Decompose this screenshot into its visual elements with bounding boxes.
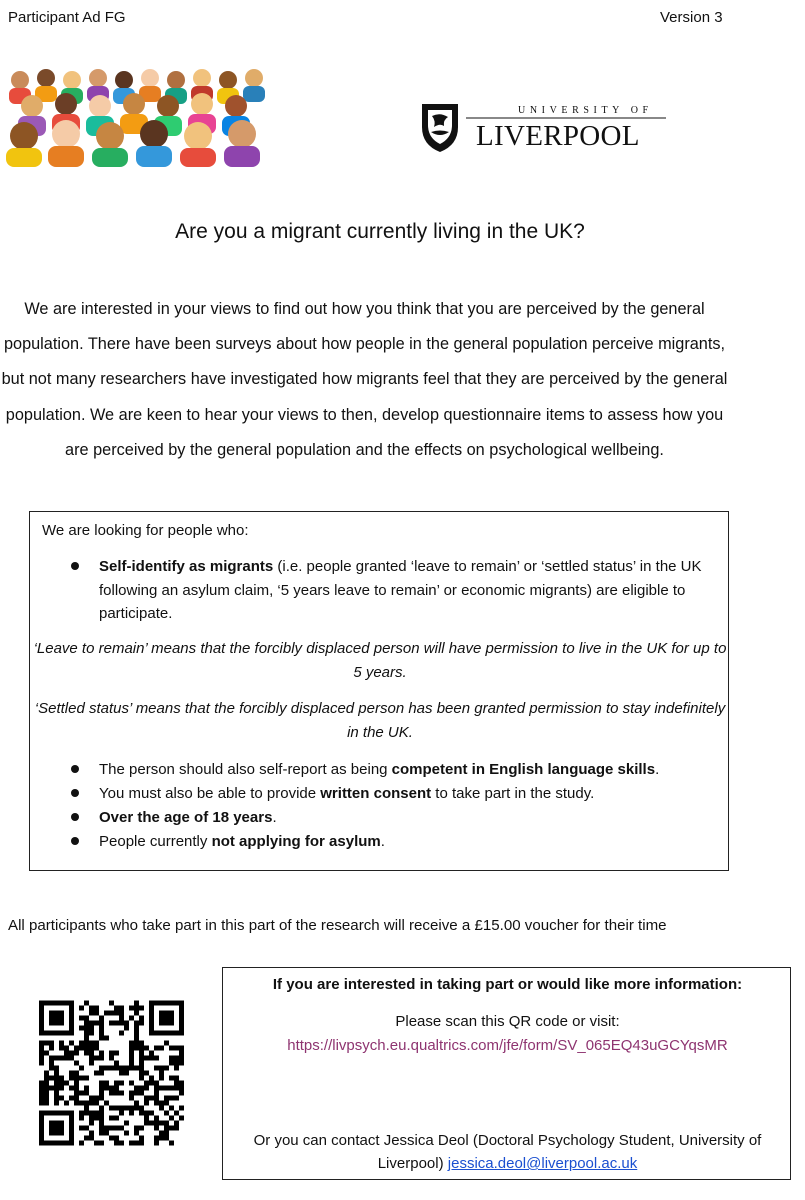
bullet-icon: [71, 813, 79, 821]
scan-instructions: [223, 1010, 792, 1058]
survey-link[interactable]: https://livpsych.eu.qualtrics.com/jfe/form/SV_065EQ43uGCYqsMR: [287, 1037, 728, 1054]
bullet-icon: [71, 789, 79, 797]
note-leave-to-remain: ‘Leave to remain’ means that the forcibly displaced person will have permission to live in the UK for up to 5 years.: [33, 640, 727, 681]
version-label: Version 3: [660, 9, 723, 26]
criterion-age: Over the age of 18 years.: [99, 809, 277, 826]
email-link[interactable]: jessica.deol@liverpool.ac.uk: [447, 1155, 638, 1172]
bullet-icon: [71, 765, 79, 773]
bullet-icon: [71, 562, 79, 570]
eligibility-box: [29, 511, 729, 871]
criterion-english: The person should also self-report as being competent in English language skills.: [99, 761, 660, 778]
intro-paragraph: We are interested in your views to find out how you think that you are perceived by the general population. There have been surveys about how people in the general population perceive migrants, but not many researchers have investigated how migrants feel that they are perceived by the general population. We are keen to hear your views to then, develop questionnaire items to assess how you are perceived by the general population and the effects on psychological wellbeing.: [1, 300, 728, 459]
voucher-note: All participants who take part in this part of the research will receive a £15.00 voucher for their time: [8, 917, 667, 934]
contact-details: Or you can contact Jessica Deol (Doctoral Psychology Student, University of Liverpool) jessica.deol@liverpool.ac.uk: [253, 1132, 762, 1172]
criterion-asylum: People currently not applying for asylum.: [99, 833, 385, 850]
criterion-migrant: Self-identify as migrants (i.e. people granted ‘leave to remain’ or ‘settled status’ in the UK following an asylum claim, ‘5 years leave to remain’ or economic migrants) are eligible to participate.: [99, 558, 702, 623]
logo-liverpool: LIVERPOOL: [476, 120, 640, 152]
page-title: Are you a migrant currently living in the UK?: [175, 220, 585, 243]
contact-box: [222, 967, 791, 1180]
qr-code[interactable]: [39, 999, 184, 1147]
criterion-consent: You must also be able to provide written consent to take part in the study.: [99, 785, 595, 802]
criteria-lead: We are looking for people who:: [42, 522, 249, 539]
logo-university-of: UNIVERSITY OF: [518, 105, 653, 116]
crest-icon: [422, 104, 458, 152]
university-logo: [420, 101, 670, 153]
contact-heading: If you are interested in taking part or would like more information:: [272, 976, 743, 993]
document-id: Participant Ad FG: [8, 9, 126, 26]
scan-label: Please scan this QR code or visit:: [395, 1013, 620, 1030]
bullet-icon: [71, 837, 79, 845]
crowd-illustration: [6, 66, 272, 167]
note-settled-status: ‘Settled status’ means that the forcibly displaced person has been granted permission to stay indefinitely in the UK.: [34, 700, 726, 741]
